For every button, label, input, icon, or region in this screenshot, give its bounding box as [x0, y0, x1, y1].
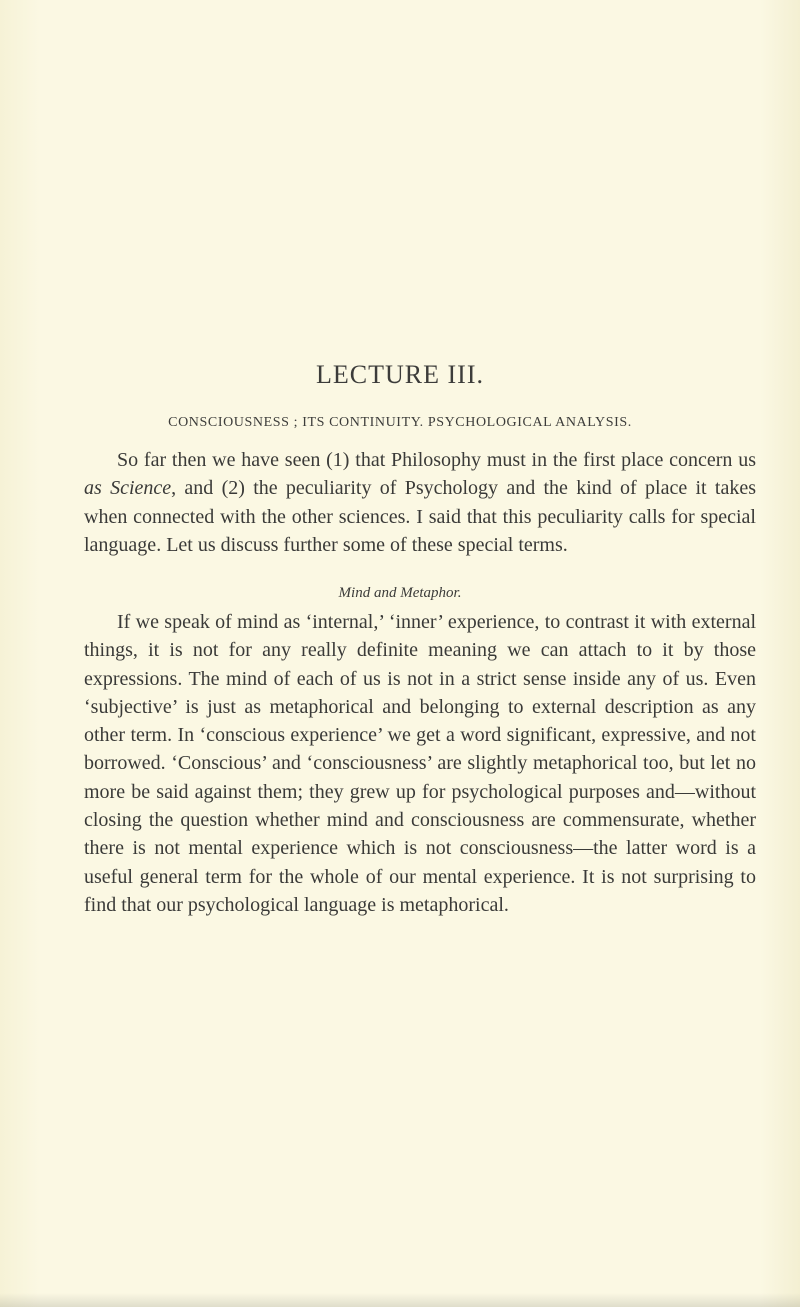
paragraph-intro-italic: as Science [84, 477, 172, 500]
page-bottom-edge [0, 1293, 800, 1307]
paragraph-intro [84, 446, 756, 559]
lecture-heading: LECTURE III. [316, 360, 484, 389]
paragraph-intro-end: , and (2) the peculiarity of Psychology and the kind of place it takes when connected with the other sciences. I said that this peculiarity calls for special language. Let us discuss further some of these special terms. [84, 477, 756, 556]
paragraph-intro-start: So far then we have seen (1) that Philosophy must in the first place concern us [117, 449, 756, 471]
paragraph-mind-metaphor: If we speak of mind as ‘internal,’ ‘inner’ experience, to contrast it with external things, it is not for any really definite meaning we can attach to it by those expressions. The mind of each of us is not in a strict sense inside any of us. Even ‘subjective’ is just as metaphorical and belonging to external description as any other term. In ‘conscious experience’ we get a word significant, expressive, and not borrowed. ‘Conscious’ and ‘consciousness’ are slightly metaphorical too, but let no more be said against them; they grew up for psychological purposes and—without closing the question whether mind and consciousness are commensurate, whether there is not mental experience which is not consciousness—the latter word is a useful general term for the whole of our mental experience. It is not surprising to find that our psychological language is metaphorical. [84, 611, 756, 916]
section-title: Mind and Metaphor. [338, 585, 462, 601]
lecture-subheading: CONSCIOUSNESS ; ITS CONTINUITY. PSYCHOLOGICAL ANALYSIS. [168, 415, 632, 430]
